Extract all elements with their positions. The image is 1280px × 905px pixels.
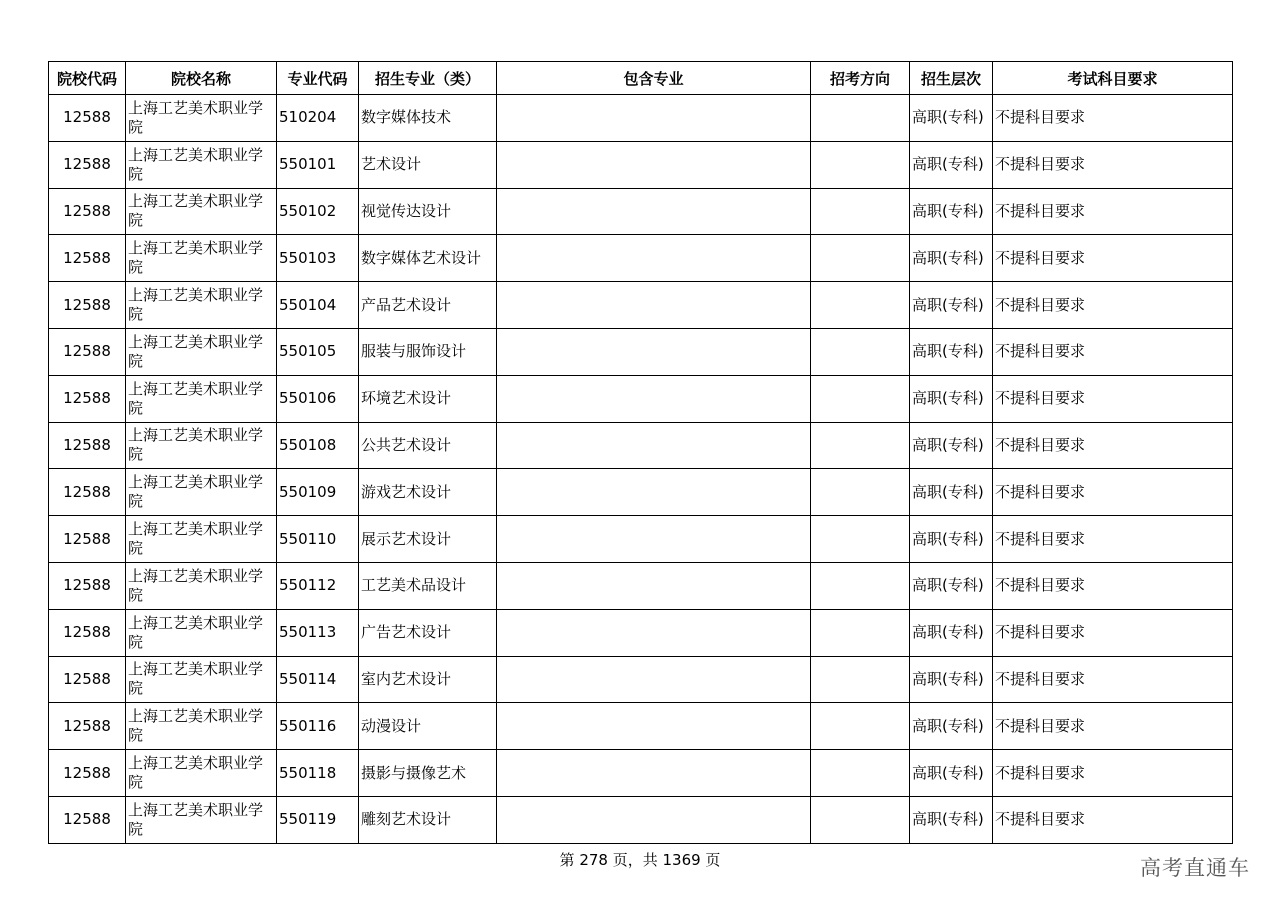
cell-direction (811, 141, 910, 188)
cell-major-code: 550116 (277, 703, 359, 750)
header-direction: 招考方向 (811, 62, 910, 95)
cell-level: 高职(专科) (910, 609, 993, 656)
cell-requirement: 不提科目要求 (993, 469, 1233, 516)
cell-major-code: 510204 (277, 95, 359, 142)
cell-school-name: 上海工艺美术职业学院 (126, 703, 277, 750)
cell-school-name: 上海工艺美术职业学院 (126, 562, 277, 609)
cell-requirement: 不提科目要求 (993, 422, 1233, 469)
cell-requirement: 不提科目要求 (993, 656, 1233, 703)
cell-direction (811, 703, 910, 750)
cell-requirement: 不提科目要求 (993, 235, 1233, 282)
cell-included-majors (497, 95, 811, 142)
cell-school-name: 上海工艺美术职业学院 (126, 235, 277, 282)
header-major: 招生专业（类） (359, 62, 497, 95)
cell-school-name: 上海工艺美术职业学院 (126, 656, 277, 703)
cell-school-name: 上海工艺美术职业学院 (126, 375, 277, 422)
cell-major: 摄影与摄像艺术 (359, 750, 497, 797)
cell-major-code: 550106 (277, 375, 359, 422)
cell-level: 高职(专科) (910, 328, 993, 375)
cell-direction (811, 375, 910, 422)
cell-included-majors (497, 469, 811, 516)
cell-included-majors (497, 516, 811, 563)
cell-requirement: 不提科目要求 (993, 750, 1233, 797)
cell-requirement: 不提科目要求 (993, 188, 1233, 235)
header-row (49, 62, 1233, 95)
cell-major: 工艺美术品设计 (359, 562, 497, 609)
cell-school-code: 12588 (49, 656, 126, 703)
cell-school-code: 12588 (49, 796, 126, 843)
cell-direction (811, 469, 910, 516)
header-level: 招生层次 (910, 62, 993, 95)
cell-school-code: 12588 (49, 422, 126, 469)
cell-school-code: 12588 (49, 141, 126, 188)
table-row (49, 328, 1233, 375)
cell-major: 雕刻艺术设计 (359, 796, 497, 843)
cell-level: 高职(专科) (910, 703, 993, 750)
cell-school-code: 12588 (49, 469, 126, 516)
cell-requirement: 不提科目要求 (993, 282, 1233, 329)
cell-requirement: 不提科目要求 (993, 141, 1233, 188)
cell-included-majors (497, 750, 811, 797)
cell-included-majors (497, 282, 811, 329)
cell-school-code: 12588 (49, 516, 126, 563)
cell-major-code: 550108 (277, 422, 359, 469)
cell-included-majors (497, 796, 811, 843)
cell-major: 艺术设计 (359, 141, 497, 188)
cell-level: 高职(专科) (910, 562, 993, 609)
cell-direction (811, 516, 910, 563)
cell-school-code: 12588 (49, 95, 126, 142)
cell-school-name: 上海工艺美术职业学院 (126, 141, 277, 188)
cell-level: 高职(专科) (910, 656, 993, 703)
admission-table (48, 61, 1233, 844)
cell-direction (811, 282, 910, 329)
cell-direction (811, 422, 910, 469)
cell-included-majors (497, 188, 811, 235)
cell-major: 展示艺术设计 (359, 516, 497, 563)
header-requirement: 考试科目要求 (993, 62, 1233, 95)
cell-major-code: 550112 (277, 562, 359, 609)
table-row (49, 141, 1233, 188)
cell-level: 高职(专科) (910, 282, 993, 329)
cell-level: 高职(专科) (910, 422, 993, 469)
cell-major: 环境艺术设计 (359, 375, 497, 422)
cell-level: 高职(专科) (910, 235, 993, 282)
cell-major-code: 550102 (277, 188, 359, 235)
cell-included-majors (497, 235, 811, 282)
cell-included-majors (497, 328, 811, 375)
cell-school-code: 12588 (49, 703, 126, 750)
cell-major-code: 550113 (277, 609, 359, 656)
cell-major: 游戏艺术设计 (359, 469, 497, 516)
table-row (49, 188, 1233, 235)
cell-major: 动漫设计 (359, 703, 497, 750)
cell-major-code: 550103 (277, 235, 359, 282)
cell-level: 高职(专科) (910, 516, 993, 563)
table-row (49, 796, 1233, 843)
cell-school-name: 上海工艺美术职业学院 (126, 796, 277, 843)
cell-direction (811, 796, 910, 843)
cell-major: 数字媒体技术 (359, 95, 497, 142)
cell-requirement: 不提科目要求 (993, 328, 1233, 375)
cell-level: 高职(专科) (910, 750, 993, 797)
cell-major-code: 550119 (277, 796, 359, 843)
cell-school-name: 上海工艺美术职业学院 (126, 188, 277, 235)
cell-direction (811, 95, 910, 142)
cell-major-code: 550114 (277, 656, 359, 703)
cell-direction (811, 609, 910, 656)
cell-major: 服装与服饰设计 (359, 328, 497, 375)
cell-requirement: 不提科目要求 (993, 562, 1233, 609)
cell-direction (811, 750, 910, 797)
cell-school-code: 12588 (49, 609, 126, 656)
cell-direction (811, 656, 910, 703)
cell-school-name: 上海工艺美术职业学院 (126, 469, 277, 516)
cell-requirement: 不提科目要求 (993, 796, 1233, 843)
table-row (49, 656, 1233, 703)
cell-level: 高职(专科) (910, 141, 993, 188)
cell-school-code: 12588 (49, 282, 126, 329)
cell-major: 产品艺术设计 (359, 282, 497, 329)
header-major-code: 专业代码 (277, 62, 359, 95)
cell-school-name: 上海工艺美术职业学院 (126, 422, 277, 469)
table-row (49, 235, 1233, 282)
table-row (49, 469, 1233, 516)
cell-requirement: 不提科目要求 (993, 516, 1233, 563)
table-row (49, 95, 1233, 142)
header-school-name: 院校名称 (126, 62, 277, 95)
cell-requirement: 不提科目要求 (993, 703, 1233, 750)
cell-major-code: 550118 (277, 750, 359, 797)
cell-major-code: 550104 (277, 282, 359, 329)
page-number: 第 278 页，共 1369 页 (559, 851, 721, 869)
cell-school-name: 上海工艺美术职业学院 (126, 95, 277, 142)
cell-major-code: 550105 (277, 328, 359, 375)
cell-school-name: 上海工艺美术职业学院 (126, 609, 277, 656)
cell-included-majors (497, 141, 811, 188)
table-row (49, 422, 1233, 469)
watermark-logo: 高考直通车 (1140, 856, 1250, 880)
cell-requirement: 不提科目要求 (993, 95, 1233, 142)
cell-major: 公共艺术设计 (359, 422, 497, 469)
cell-school-name: 上海工艺美术职业学院 (126, 516, 277, 563)
cell-major: 广告艺术设计 (359, 609, 497, 656)
cell-school-code: 12588 (49, 235, 126, 282)
cell-included-majors (497, 375, 811, 422)
cell-major-code: 550101 (277, 141, 359, 188)
cell-level: 高职(专科) (910, 95, 993, 142)
cell-level: 高职(专科) (910, 469, 993, 516)
table-row (49, 562, 1233, 609)
cell-level: 高职(专科) (910, 375, 993, 422)
table-row (49, 750, 1233, 797)
table-row (49, 375, 1233, 422)
cell-major-code: 550110 (277, 516, 359, 563)
cell-included-majors (497, 562, 811, 609)
cell-school-code: 12588 (49, 750, 126, 797)
cell-requirement: 不提科目要求 (993, 375, 1233, 422)
table-row (49, 609, 1233, 656)
cell-major: 视觉传达设计 (359, 188, 497, 235)
cell-direction (811, 328, 910, 375)
cell-included-majors (497, 422, 811, 469)
cell-major: 室内艺术设计 (359, 656, 497, 703)
cell-school-name: 上海工艺美术职业学院 (126, 750, 277, 797)
header-school-code: 院校代码 (49, 62, 126, 95)
header-included-majors: 包含专业 (497, 62, 811, 95)
cell-included-majors (497, 609, 811, 656)
cell-level: 高职(专科) (910, 188, 993, 235)
cell-school-code: 12588 (49, 562, 126, 609)
cell-school-code: 12588 (49, 188, 126, 235)
cell-direction (811, 235, 910, 282)
cell-level: 高职(专科) (910, 796, 993, 843)
cell-school-name: 上海工艺美术职业学院 (126, 328, 277, 375)
table-row (49, 282, 1233, 329)
table-row (49, 516, 1233, 563)
cell-requirement: 不提科目要求 (993, 609, 1233, 656)
cell-major: 数字媒体艺术设计 (359, 235, 497, 282)
cell-included-majors (497, 656, 811, 703)
cell-school-code: 12588 (49, 375, 126, 422)
cell-major-code: 550109 (277, 469, 359, 516)
cell-school-code: 12588 (49, 328, 126, 375)
cell-direction (811, 562, 910, 609)
cell-school-name: 上海工艺美术职业学院 (126, 282, 277, 329)
cell-direction (811, 188, 910, 235)
cell-included-majors (497, 703, 811, 750)
table-row (49, 703, 1233, 750)
